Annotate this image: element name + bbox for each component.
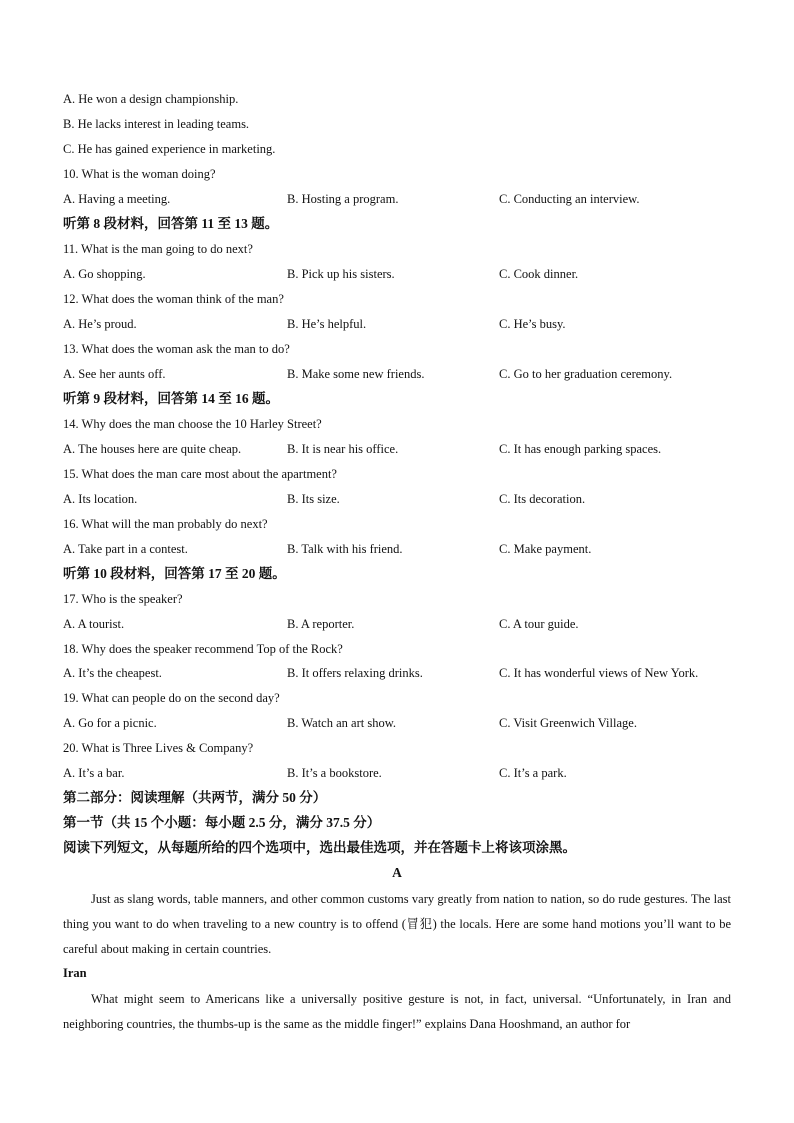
- q9-option-c: C. He has gained experience in marketing.: [63, 142, 276, 156]
- q16-option-a: A. Take part in a contest.: [63, 542, 188, 556]
- q16-option-c: C. Make payment.: [499, 542, 592, 556]
- q20-option-a: A. It’s a bar.: [63, 766, 125, 780]
- part2-title: 第二部分：阅读理解（共两节，满分 50 分）: [63, 790, 327, 805]
- q19-option-c: C. Visit Greenwich Village.: [499, 716, 637, 730]
- q13-option-c: C. Go to her graduation ceremony.: [499, 367, 673, 381]
- iran-paragraph: What might seem to Americans like a universally positive gesture is not, in fact, universal. “Unfortunately, in Iran and neighboring countries, the thumbs-up is the same as the middle finger!” explains Dana Hooshmand, an author for: [63, 992, 731, 1031]
- q17-option-c: C. A tour guide.: [499, 617, 579, 631]
- q15-option-b: B. Its size.: [287, 492, 340, 506]
- q13-option-a: A. See her aunts off.: [63, 367, 166, 381]
- q18-option-b: B. It offers relaxing drinks.: [287, 666, 423, 680]
- q11-option-c: C. Cook dinner.: [499, 267, 579, 281]
- q11-stem: 11. What is the man going to do next?: [63, 242, 253, 256]
- q10-stem: 10. What is the woman doing?: [63, 167, 216, 181]
- q16-option-b: B. Talk with his friend.: [287, 542, 403, 556]
- q17-option-a: A. A tourist.: [63, 617, 125, 631]
- q19-option-a: A. Go for a picnic.: [63, 716, 157, 730]
- q14-stem: 14. Why does the man choose the 10 Harley Street?: [63, 417, 322, 431]
- material8-header: 听第 8 段材料，回答第 11 至 13 题。: [63, 216, 279, 231]
- q15-stem: 15. What does the man care most about the apartment?: [63, 467, 337, 481]
- q12-option-c: C. He’s busy.: [499, 317, 566, 331]
- q19-stem: 19. What can people do on the second day?: [63, 691, 280, 705]
- q14-option-c: C. It has enough parking spaces.: [499, 442, 662, 456]
- q15-option-a: A. Its location.: [63, 492, 138, 506]
- passage-intro-paragraph: Just as slang words, table manners, and other common customs vary greatly from nation to nation, so do rude gestures. The last thing you want to do when traveling to a new country is to offend (冒犯) the locals. Here are some hand motions you’ll want to be careful about making in certain countries.: [63, 892, 731, 956]
- passage-label: A: [392, 865, 402, 880]
- q12-option-a: A. He’s proud.: [63, 317, 137, 331]
- q9-option-b: B. He lacks interest in leading teams.: [63, 117, 250, 131]
- q18-option-c: C. It has wonderful views of New York.: [499, 666, 699, 680]
- q11-option-b: B. Pick up his sisters.: [287, 267, 395, 281]
- material10-header: 听第 10 段材料，回答第 17 至 20 题。: [63, 566, 286, 581]
- q10-option-b: B. Hosting a program.: [287, 192, 399, 206]
- q15-option-c: C. Its decoration.: [499, 492, 586, 506]
- q11-option-a: A. Go shopping.: [63, 267, 146, 281]
- q9-option-a: A. He won a design championship.: [63, 92, 239, 106]
- q17-stem: 17. Who is the speaker?: [63, 592, 183, 606]
- section1-title: 第一节（共 15 个小题：每小题 2.5 分，满分 37.5 分）: [63, 815, 381, 830]
- q13-stem: 13. What does the woman ask the man to do?: [63, 342, 290, 356]
- q17-option-b: B. A reporter.: [287, 617, 355, 631]
- q20-stem: 20. What is Three Lives & Company?: [63, 741, 254, 755]
- q13-option-b: B. Make some new friends.: [287, 367, 425, 381]
- q10-option-c: C. Conducting an interview.: [499, 192, 640, 206]
- q10-option-a: A. Having a meeting.: [63, 192, 171, 206]
- q12-option-b: B. He’s helpful.: [287, 317, 367, 331]
- q19-option-b: B. Watch an art show.: [287, 716, 397, 730]
- q18-stem: 18. Why does the speaker recommend Top of the Rock?: [63, 642, 343, 656]
- iran-subheading: Iran: [63, 966, 87, 980]
- material9-header: 听第 9 段材料，回答第 14 至 16 题。: [63, 391, 279, 406]
- q20-option-c: C. It’s a park.: [499, 766, 567, 780]
- q20-option-b: B. It’s a bookstore.: [287, 766, 382, 780]
- q16-stem: 16. What will the man probably do next?: [63, 517, 268, 531]
- q14-option-a: A. The houses here are quite cheap.: [63, 442, 242, 456]
- q14-option-b: B. It is near his office.: [287, 442, 399, 456]
- q12-stem: 12. What does the woman think of the man?: [63, 292, 284, 306]
- q18-option-a: A. It’s the cheapest.: [63, 666, 162, 680]
- reading-instruction: 阅读下列短文，从每题所给的四个选项中，选出最佳选项，并在答题卡上将该项涂黑。: [63, 840, 576, 855]
